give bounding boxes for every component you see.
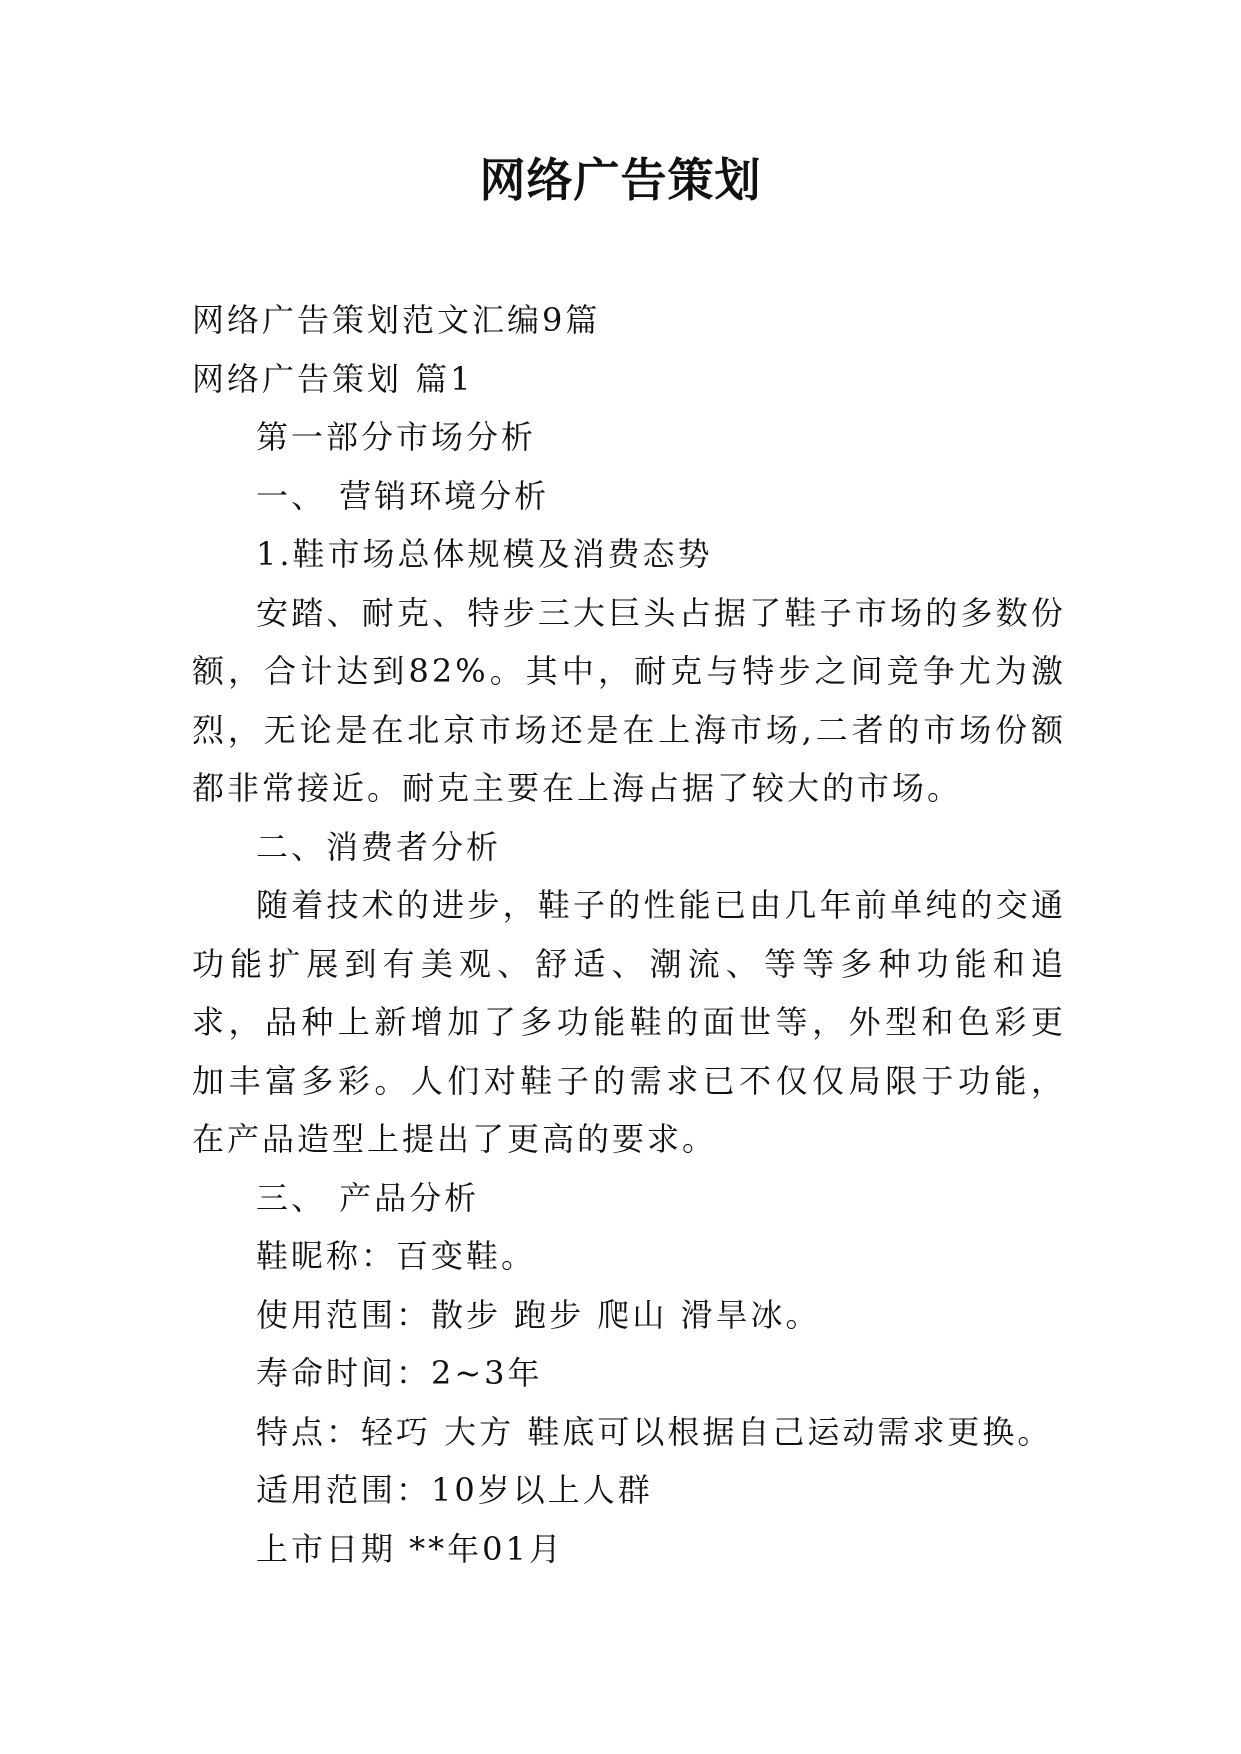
heading-marketing-environment: 一、 营销环境分析 — [256, 476, 550, 515]
heading-product-analysis: 三、 产品分析 — [256, 1178, 480, 1217]
product-launch-date: 上市日期 **年01月 — [256, 1529, 564, 1568]
product-features: 特点：轻巧 大方 鞋底可以根据自己运动需求更换。 — [256, 1412, 1053, 1451]
product-lifespan: 寿命时间：2~3年 — [256, 1354, 543, 1392]
heading-market-scale: 1.鞋市场总体规模及消费态势 — [256, 535, 713, 573]
paragraph-consumer-analysis: 随着技术的进步，鞋子的性能已由几年前单纯的交通功能扩展到有美观、舒适、潮流、等等多种功能和追求，品种上新增加了多功能鞋的面世等，外型和色彩更加丰富多彩。人们对鞋子的需求已不仅仅局限于功能，在产品造型上提出了更高的要求。 — [192, 886, 1066, 1158]
product-nickname: 鞋昵称：百变鞋。 — [256, 1237, 537, 1275]
document-body — [192, 291, 1066, 1578]
document-title: 网络广告策划 — [479, 153, 762, 207]
document-subtitle: 网络广告策划范文汇编9篇 — [192, 301, 601, 339]
product-usage: 使用范围：散步 跑步 爬山 滑旱冰。 — [256, 1295, 821, 1334]
paragraph-market-share: 安踏、耐克、特步三大巨头占据了鞋子市场的多数份额，合计达到82%。其中，耐克与特步之间竞争尤为激烈，无论是在北京市场还是在上海市场,二者的市场份额都非常接近。耐克主要在上海占据了较大的市场。 — [192, 593, 1066, 807]
section-heading: 网络广告策划 篇1 — [192, 359, 474, 398]
part-heading: 第一部分市场分析 — [256, 418, 537, 456]
heading-consumer-analysis: 二、消费者分析 — [256, 827, 502, 866]
product-audience: 适用范围：10岁以上人群 — [256, 1471, 653, 1509]
